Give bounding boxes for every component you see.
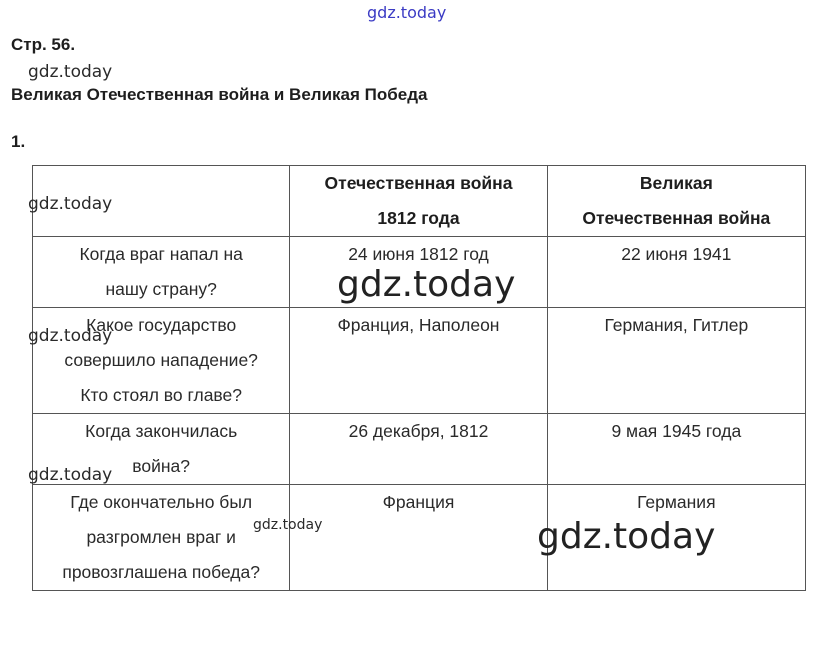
table-header-row	[33, 166, 806, 237]
answer-cell-1812	[290, 308, 547, 414]
cell-line: война?	[132, 456, 191, 476]
header-line: Великая	[639, 173, 713, 193]
cell-line: нашу страну?	[105, 279, 217, 299]
answer-cell-1941	[547, 237, 805, 308]
cell-line: Германия	[637, 492, 716, 512]
watermark-small-mid: gdz.today	[253, 517, 323, 533]
header-line: 1812 года	[377, 208, 460, 228]
answer-cell-1812	[290, 485, 547, 591]
question-cell	[33, 308, 290, 414]
watermark-center-big: gdz.today	[337, 264, 516, 305]
cell-line: провозглашена победа?	[62, 562, 260, 582]
cell-line: 22 июня 1941	[621, 244, 732, 264]
cell-line: 9 мая 1945 года	[611, 421, 742, 441]
answer-cell-1941	[547, 414, 805, 485]
answer-cell-1812	[290, 414, 547, 485]
cell-line: 24 июня 1812 год	[348, 244, 489, 264]
question-cell	[33, 237, 290, 308]
cell-line: Франция	[382, 492, 455, 512]
watermark-top: gdz.today	[367, 3, 447, 22]
watermark-left-1: gdz.today	[28, 62, 113, 82]
watermark-bottom-big: gdz.today	[537, 516, 716, 557]
task-number: 1.	[11, 132, 26, 151]
header-cell-1812	[290, 166, 547, 237]
table-row	[33, 414, 806, 485]
cell-line: Когда враг напал на	[79, 244, 243, 264]
cell-line: совершило нападение?	[64, 350, 258, 370]
cell-line: разгромлен враг и	[86, 527, 236, 547]
watermark-left-3: gdz.today	[28, 326, 113, 346]
cell-line: Германия, Гитлер	[604, 315, 749, 335]
cell-line: 26 декабря, 1812	[348, 421, 489, 441]
page-reference: Стр. 56.	[11, 35, 76, 54]
cell-line: Когда закончилась	[85, 421, 238, 441]
watermark-left-2: gdz.today	[28, 194, 113, 214]
header-line: Отечественная война	[324, 173, 513, 193]
page-title: Великая Отечественная война и Великая Победа	[11, 85, 428, 104]
header-line: Отечественная война	[582, 208, 771, 228]
cell-line: Где окончательно был	[70, 492, 253, 512]
answer-cell-1941	[547, 308, 805, 414]
question-cell	[33, 485, 290, 591]
table-row	[33, 308, 806, 414]
cell-line: Какое государство	[86, 315, 237, 335]
cell-line: Кто стоял во главе?	[80, 385, 242, 405]
watermark-left-4: gdz.today	[28, 465, 113, 485]
cell-line: Франция, Наполеон	[337, 315, 500, 335]
header-cell-great-war	[547, 166, 805, 237]
